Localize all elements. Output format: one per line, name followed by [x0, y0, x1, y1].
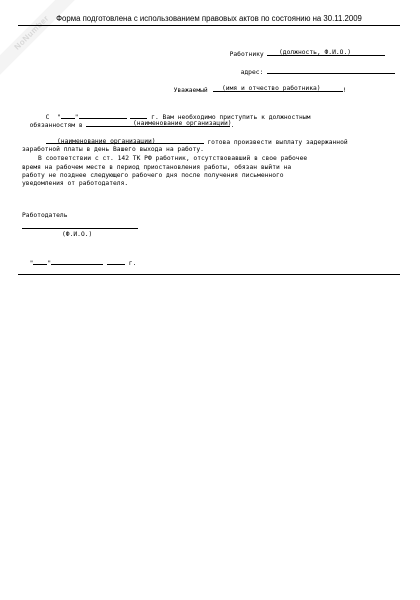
sig-month-blank[interactable]	[51, 258, 103, 265]
bottom-rule	[18, 274, 400, 275]
line2-prefix: обязанностям в	[29, 122, 83, 129]
date-quote-open: "	[56, 114, 61, 121]
employer-signature-blank[interactable]	[22, 228, 138, 229]
header-text: Форма подготовлена с использованием правовых актов по состоянию на 30.11.2009	[56, 14, 362, 23]
para2-line-4: уведомления от работодателя.	[22, 180, 129, 187]
employer-label: Работодатель	[22, 212, 68, 219]
signature-date-line	[22, 250, 136, 268]
line2-end: .	[230, 122, 235, 129]
sig-date-quote-close: "	[47, 260, 52, 267]
worker-hint: (должность, Ф.И.О.)	[279, 49, 352, 56]
line3-rest: готова произвести выплату задержанной	[207, 139, 348, 146]
address-blank[interactable]	[267, 67, 395, 74]
address-label: адрес:	[240, 69, 264, 76]
greeting-exclaim: !	[342, 87, 347, 94]
sig-year-blank[interactable]	[107, 258, 125, 265]
watermark-text: NoNumber	[0, 0, 79, 80]
para2-line-3: работу не позднее следующего рабочего дня после получения письменного	[22, 172, 284, 179]
address-line	[233, 59, 395, 77]
sig-date-quote-open: "	[29, 260, 34, 267]
body-line-5: заработной платы в день Вашего выхода на работу.	[22, 146, 204, 153]
line1-rest: г. Вам необходимо приступить к должностным	[151, 114, 311, 121]
para2-line-1: В соответствии с ст. 142 ТК РФ работник, отсутствовавший в свое рабочее	[38, 155, 308, 162]
greeting-label: Уважаемый	[173, 87, 208, 94]
greeting-hint: (имя и отчество работника)	[222, 85, 321, 92]
watermark	[0, 0, 80, 80]
date-quote-close: "	[74, 114, 79, 121]
organization-hint: (наименование организации)	[133, 120, 232, 127]
worker-label: Работнику	[229, 51, 264, 58]
sig-year-suffix: г.	[128, 260, 137, 267]
header-banner	[18, 13, 400, 26]
organization-name-hint: (наименование организации)	[57, 138, 156, 145]
sig-day-blank[interactable]	[33, 258, 47, 265]
employer-name-hint: (Ф.И.О.)	[62, 231, 93, 238]
para2-line-2: время на рабочем месте в период приостановления работы, обязан выйти на	[22, 164, 292, 171]
line1-prefix: С	[45, 114, 50, 121]
